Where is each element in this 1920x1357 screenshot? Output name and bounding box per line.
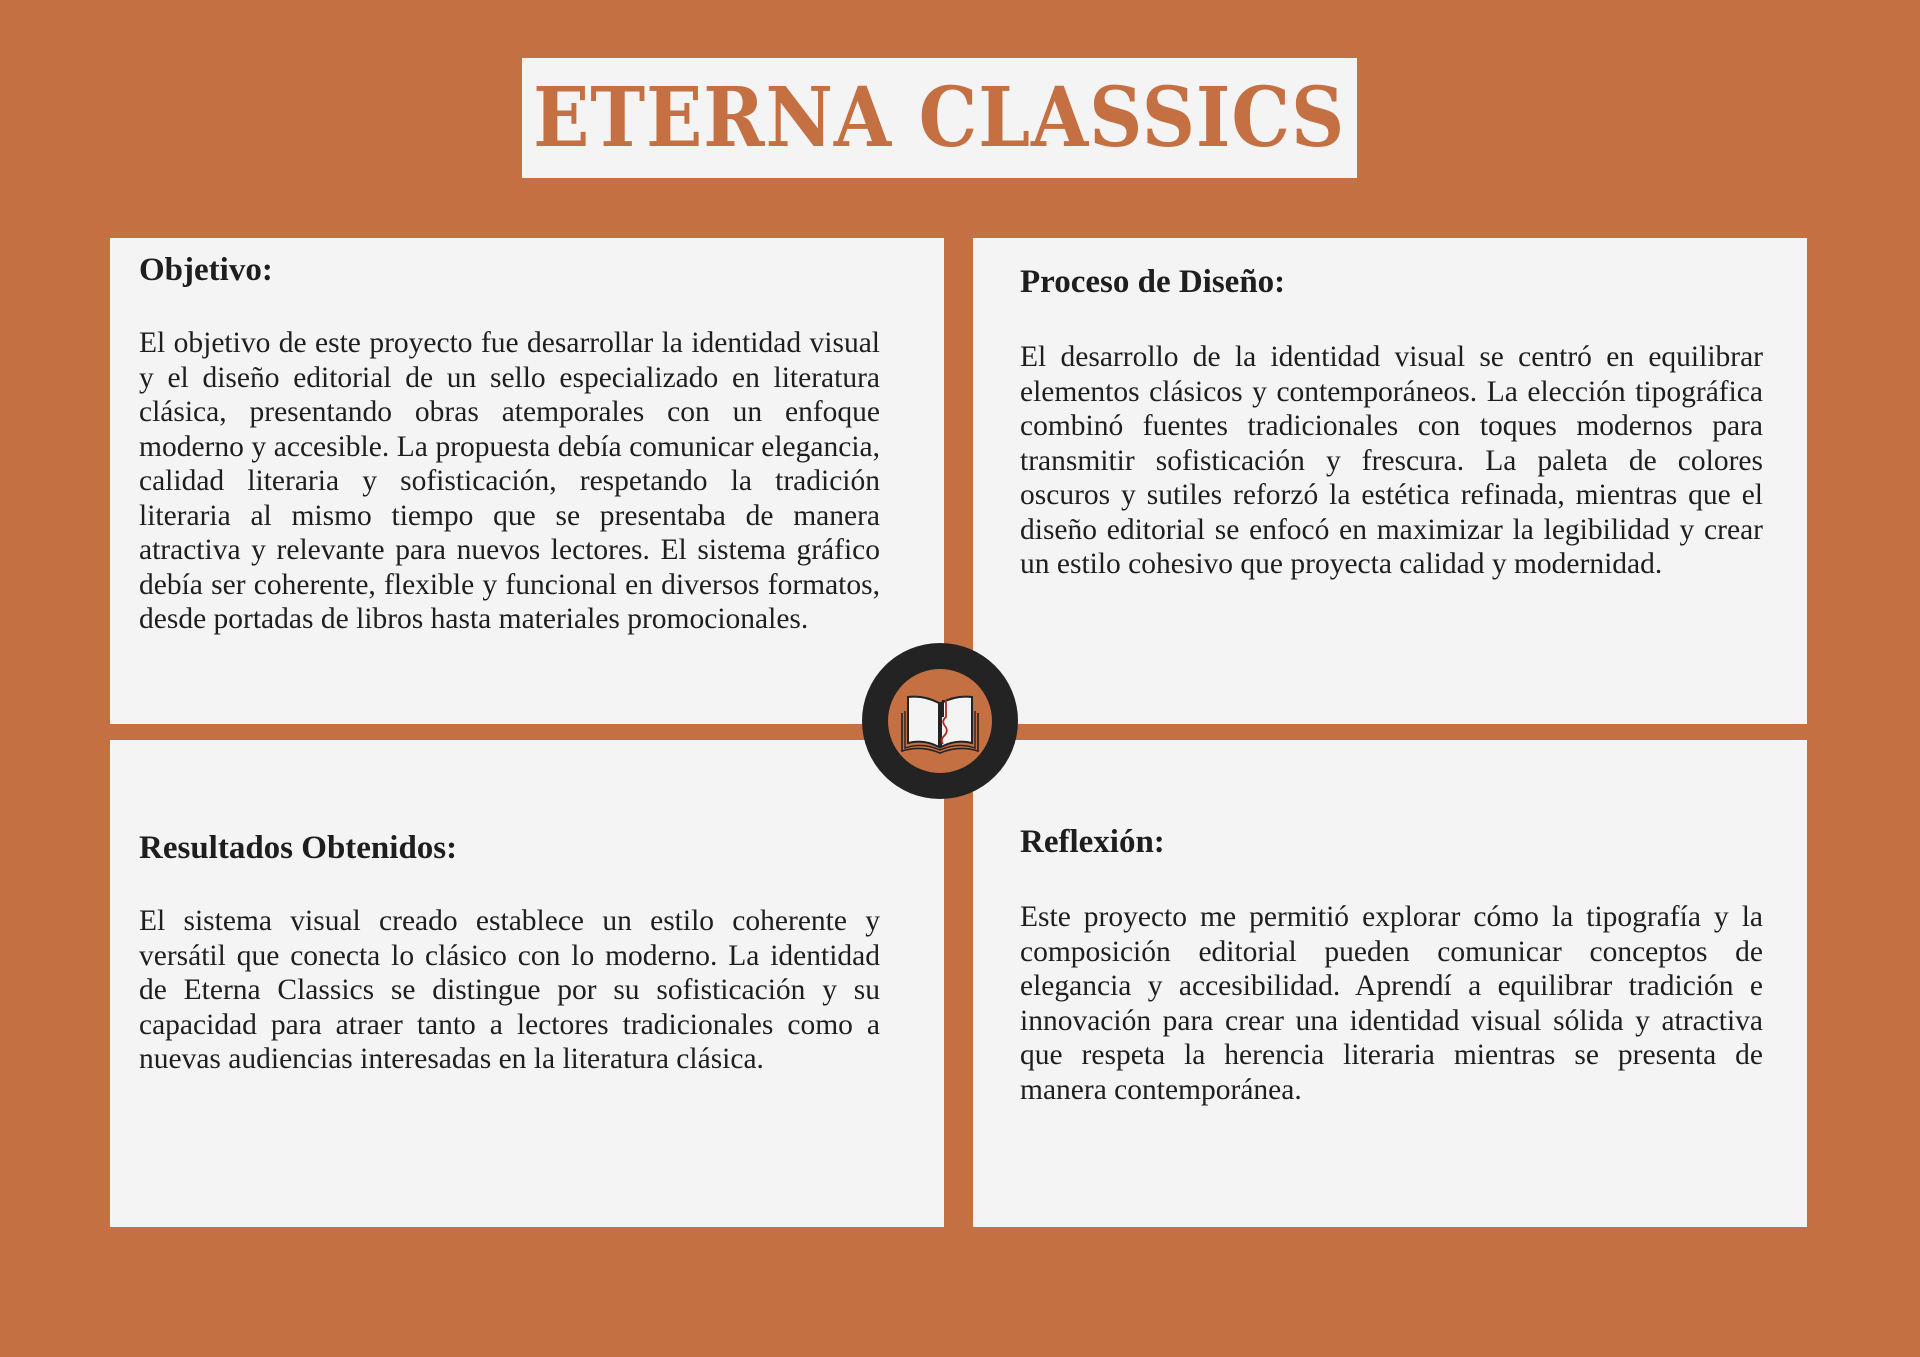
section-heading-resultados: Resultados Obtenidos:	[139, 830, 458, 866]
page-title: ETERNA CLASSICS	[533, 70, 1346, 166]
section-body-proceso: El desarrollo de la identidad visual se centró en equilibrar elementos clásicos y contemporáneos. La elección tipográfica combinó fuentes tradicionales con toques modernos para transmitir sofisticación y frescura. La paleta de colores oscuros y sutiles reforzó la estética refinada, mientras que el diseño editorial se enfocó en maximizar la legibilidad y crear un estilo cohesivo que proyecta calidad y modernidad.	[1020, 341, 1763, 581]
title-banner	[522, 58, 1357, 178]
open-book-icon	[888, 669, 992, 773]
section-body-reflexion: Este proyecto me permitió explorar cómo la tipografía y la composición editorial pueden comunicar conceptos de elegancia y accesibilidad. Aprendí a equilibrar tradición e innovación para crear una identidad visual sólida y atractiva que respeta la herencia literaria mientras se presenta de manera contemporánea.	[1020, 901, 1763, 1106]
card-objetivo	[110, 238, 944, 724]
section-heading-proceso: Proceso de Diseño:	[1020, 264, 1286, 300]
section-body-resultados: El sistema visual creado establece un estilo coherente y versátil que conecta lo clásico con lo moderno. La identidad de Eterna Classics se distingue por su sofisticación y su capacidad para atraer tanto a lectores tradicionales como a nuevas audiencias interesadas en la literatura clásica.	[139, 905, 880, 1076]
card-reflexion	[973, 740, 1807, 1227]
section-heading-objetivo: Objetivo:	[139, 252, 273, 288]
section-heading-reflexion: Reflexión:	[1020, 824, 1165, 860]
section-body-objetivo: El objetivo de este proyecto fue desarrollar la identidad visual y el diseño editorial de un sello especializado en literatura clásica, presentando obras atemporales con un enfoque moderno y accesible. La propuesta debía comunicar elegancia, calidad literaria y sofisticación, respetando la tradición literaria al mismo tiempo que se presentaba de manera atractiva y relevante para nuevos lectores. El sistema gráfico debía ser coherente, flexible y funcional en diversos formatos, desde portadas de libros hasta materiales promocionales.	[139, 327, 880, 636]
card-proceso-de-diseno	[973, 238, 1807, 724]
card-resultados-obtenidos	[110, 740, 944, 1227]
emblem-inner-circle	[888, 669, 992, 773]
logo-emblem	[862, 643, 1018, 799]
